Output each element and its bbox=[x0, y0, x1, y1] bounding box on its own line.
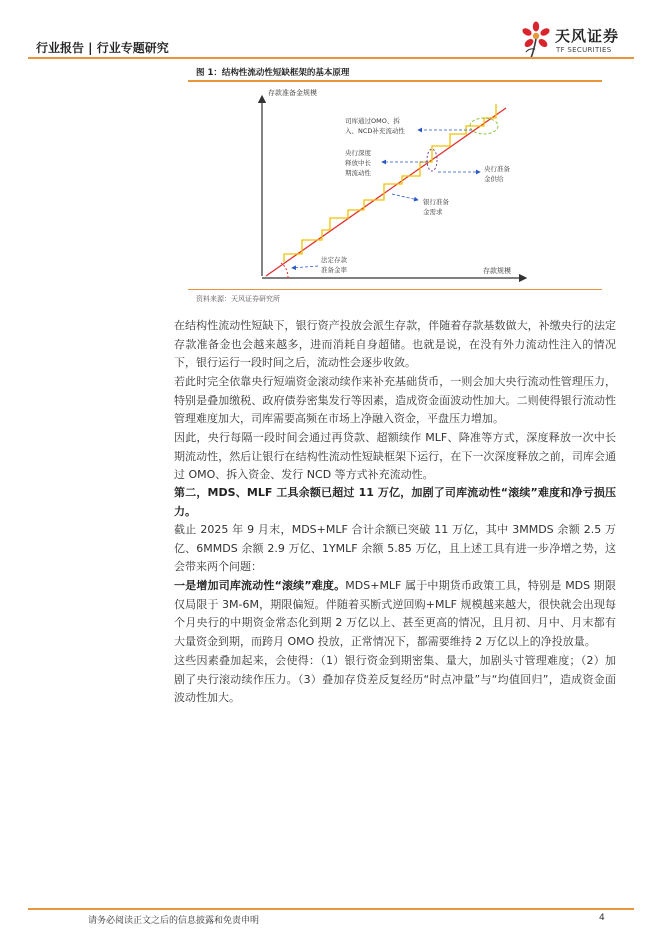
paragraph-1: 在结构性流动性短缺下，银行资产投放会派生存款，伴随着存款基数做大，补缴央行的法定存款准备金也会越来越多，进而消耗自身超储。也就是说，在没有外力流动性注入的情况下，银行运行一段时间之后，流动性会逐步收敛。 bbox=[174, 319, 616, 369]
x-axis-label: 存款规模 bbox=[483, 267, 511, 275]
paragraph-2: 若此时完全依靠央行短端资金滚动续作来补充基础货币，一则会加大央行流动性管理压力，特别是叠加缴税、政府债券密集发行等因素，造成资金面波动性加大。二则使得银行流动性管理难度加大，司库需要高频在市场上净融入资金，平盘压力增加。 bbox=[174, 375, 616, 425]
bank-demand-arrow bbox=[392, 194, 418, 200]
logo-name-cn: 天风证券 bbox=[555, 27, 620, 45]
figure-title: 图 1：结构性流动性短缺框架的基本原理 bbox=[196, 68, 350, 78]
paragraph-6 bbox=[174, 577, 616, 651]
pboc-supply-annotation: 央行准备 金供给 bbox=[484, 165, 510, 183]
logo-flower-icon bbox=[519, 20, 555, 60]
paragraph-3: 因此，央行每隔一段时间会通过再贷款、超额续作 MLF、降准等方式，深度释放一次中长期流动性，然后让银行在结构性流动性短缺框架下运行，在下一次深度释放之前，司库会通过 OMO、拆入资金、发行 NCD 等方式补充流动性。 bbox=[174, 431, 616, 481]
disclaimer-note: 请务必阅读正文之后的信息披露和免责申明 bbox=[88, 916, 260, 926]
omo-annotation: 司库通过OMO、拆 入、NCD补充流动性 bbox=[345, 117, 405, 135]
footer-divider bbox=[28, 908, 634, 910]
bank-demand-annotation: 银行准备 金需求 bbox=[423, 198, 449, 216]
paragraph-5: 截止 2025 年 9 月末，MDS+MLF 合计余额已突破 11 万亿，其中 3MMDS 余额 2.5 万亿、6MMDS 余额 2.9 万亿、1YMLF 余额 5.85 万亿，且上述工具有进一步净增之势，这会带来两个问题： bbox=[174, 523, 616, 573]
paragraph-7: 这些因素叠加起来，会使得：（1）银行资金到期密集、量大，加剧头寸管理难度；（2）加剧了央行滚动续作压力。（3）叠加存贷差反复经历“时点冲量”与“均值回归”，造成资金面波动性加大。 bbox=[174, 654, 616, 704]
page-number: 4 bbox=[599, 913, 605, 923]
header-divider bbox=[28, 57, 634, 59]
y-axis-label: 存款准备金规模 bbox=[268, 89, 317, 97]
logo-name-en: TF SECURITIES bbox=[556, 46, 612, 54]
paragraph-6-lead: 一是增加司库流动性“滚续”难度。 bbox=[174, 579, 346, 592]
figure-source: 资料来源：天风证券研究所 bbox=[196, 295, 280, 303]
company-logo bbox=[519, 20, 634, 60]
statutory-ratio-arrow bbox=[292, 266, 318, 268]
paragraph-6-body: MDS+MLF 属于中期货币政策工具，特别是 MDS 期限仅局限于 3M-6M，期限偏短。伴随着买断式逆回购+MLF 规模越来越大，很快就会出现每个月央行的中期资金常态化到期 2 万亿以上、甚至更高的情况，且月初、月中、月末都有大量资金到期，而跨月 OMO 投放，正常情况下，都需要维持 2 万亿以上的净投放量。 bbox=[174, 579, 616, 648]
liquidity-framework-diagram bbox=[188, 82, 602, 288]
statutory-ratio-annotation: 法定存款 准备金率 bbox=[321, 256, 347, 274]
figure-bottom-rule bbox=[188, 289, 602, 290]
section-heading-2: 第二，MDS、MLF 工具余额已超过 11 万亿，加剧了司库流动性“滚续”难度和净亏损压力。 bbox=[174, 486, 616, 518]
report-category: 行业报告 | 行业专题研究 bbox=[36, 41, 169, 55]
pboc-release-annotation: 央行深度 释放中长 期流动性 bbox=[345, 149, 371, 177]
